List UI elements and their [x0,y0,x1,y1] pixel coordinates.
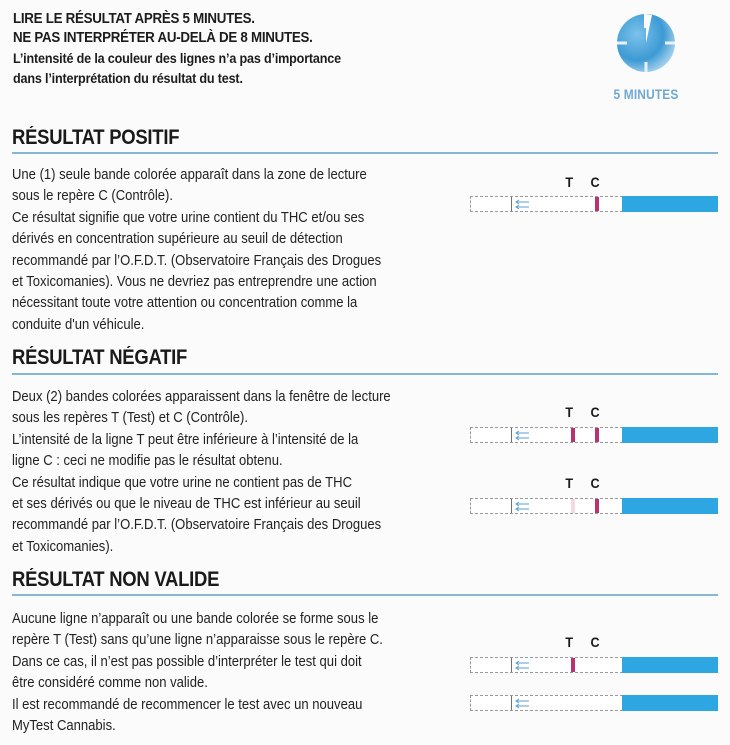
text-line: MyTest Cannabis. [12,718,116,735]
text-line: sous les repères T (Test) et C (Contrôle). [12,410,248,427]
flow-arrows-icon [514,199,530,210]
strip-absorbent-end [622,196,718,212]
t-band [571,499,575,513]
t-band [571,428,575,442]
test-strip [470,657,718,673]
text-line: Ce résultat indique que votre urine ne contient pas de THC [12,474,352,491]
timer-label: 5 MINUTES [613,86,679,102]
intro-line-3: L’intensité de la couleur des lignes n’a pas d’importance [13,50,341,66]
c-marker-label: C [590,475,600,491]
section-title-positive: RÉSULTAT POSITIF [12,126,180,149]
invalid-description [12,609,442,737]
intro-line-4: dans l’interprétation du résultat du test. [13,70,243,86]
text-line: recommandé par l’O.F.D.T. (Observatoire Français des Drogues [12,252,382,269]
text-line: ligne C : ceci ne modifie pas le résultat obtenu. [12,453,283,470]
strip-absorbent-end [622,657,718,673]
t-marker-label: T [565,634,574,650]
test-strip [470,196,718,212]
clock-icon [617,14,675,72]
text-line: Aucune ligne n’apparaît ou une bande colorée se forme sous le [12,611,379,627]
intro-line-2: NE PAS INTERPRÉTER AU-DELÀ DE 8 MINUTES. [13,30,313,46]
text-line: nécessitant toute votre attention ou concentration comme la [12,295,358,312]
text-line: Ce résultat signifie que votre urine contient du THC et/ou ses [12,209,365,226]
flow-arrows-icon [514,698,530,709]
text-line: Dans ce cas, il n’est pas possible d’interpréter le test qui doit [12,653,362,670]
timer-badge [596,12,696,104]
c-marker-label: C [590,404,600,420]
intro-instructions [13,10,433,88]
t-marker-label: T [565,174,574,190]
text-line: repère T (Test) sans qu’une ligne n’apparaisse sous le repère C. [12,632,383,649]
intro-line-1: LIRE LE RÉSULTAT APRÈS 5 MINUTES. [13,11,255,27]
text-line: sous le repère C (Contrôle). [12,188,174,205]
test-strip [470,695,718,711]
section-divider [12,594,718,596]
c-marker-label: C [590,174,600,190]
c-band [595,499,599,513]
section-title-negative: RÉSULTAT NÉGATIF [12,346,188,369]
strip-divider [511,197,512,211]
negative-description [12,387,442,558]
section-divider [12,373,718,375]
t-band [571,658,575,672]
text-line: conduite d'un véhicule. [12,316,145,333]
flow-arrows-icon [514,501,530,512]
flow-arrows-icon [514,430,530,441]
c-marker-label: C [590,634,600,650]
strip-divider [511,658,512,672]
strip-divider [511,499,512,513]
strip-absorbent-end [622,498,718,514]
test-strip [470,427,718,443]
text-line: et Toxicomanies). [12,538,114,555]
strip-absorbent-end [622,695,718,711]
text-line: et ses dérivés ou que le niveau de THC est inférieur au seuil [12,496,361,513]
section-title-invalid: RÉSULTAT NON VALIDE [12,568,220,591]
strip-divider [511,696,512,710]
text-line: être considéré comme non valide. [12,675,208,692]
text-line: L’intensité de la ligne T peut être inférieure à l’intensité de la [12,431,359,448]
strip-divider [511,428,512,442]
test-strip [470,498,718,514]
text-line: Une (1) seule bande colorée apparaît dans la zone de lecture [12,167,367,183]
flow-arrows-icon [514,660,530,671]
t-marker-label: T [565,404,574,420]
text-line: Il est recommandé de recommencer le test avec un nouveau [12,696,363,713]
text-line: dérivés en concentration supérieure au seuil de détection [12,231,343,248]
strip-absorbent-end [622,427,718,443]
section-divider [12,152,718,154]
text-line: et Toxicomanies). Vous ne devriez pas entreprendre une action [12,274,377,291]
c-band [595,197,599,211]
c-band [595,428,599,442]
positive-description [12,165,442,336]
t-marker-label: T [565,475,574,491]
text-line: Deux (2) bandes colorées apparaissent dans la fenêtre de lecture [12,389,391,405]
text-line: recommandé par l’O.F.D.T. (Observatoire Français des Drogues [12,517,382,534]
